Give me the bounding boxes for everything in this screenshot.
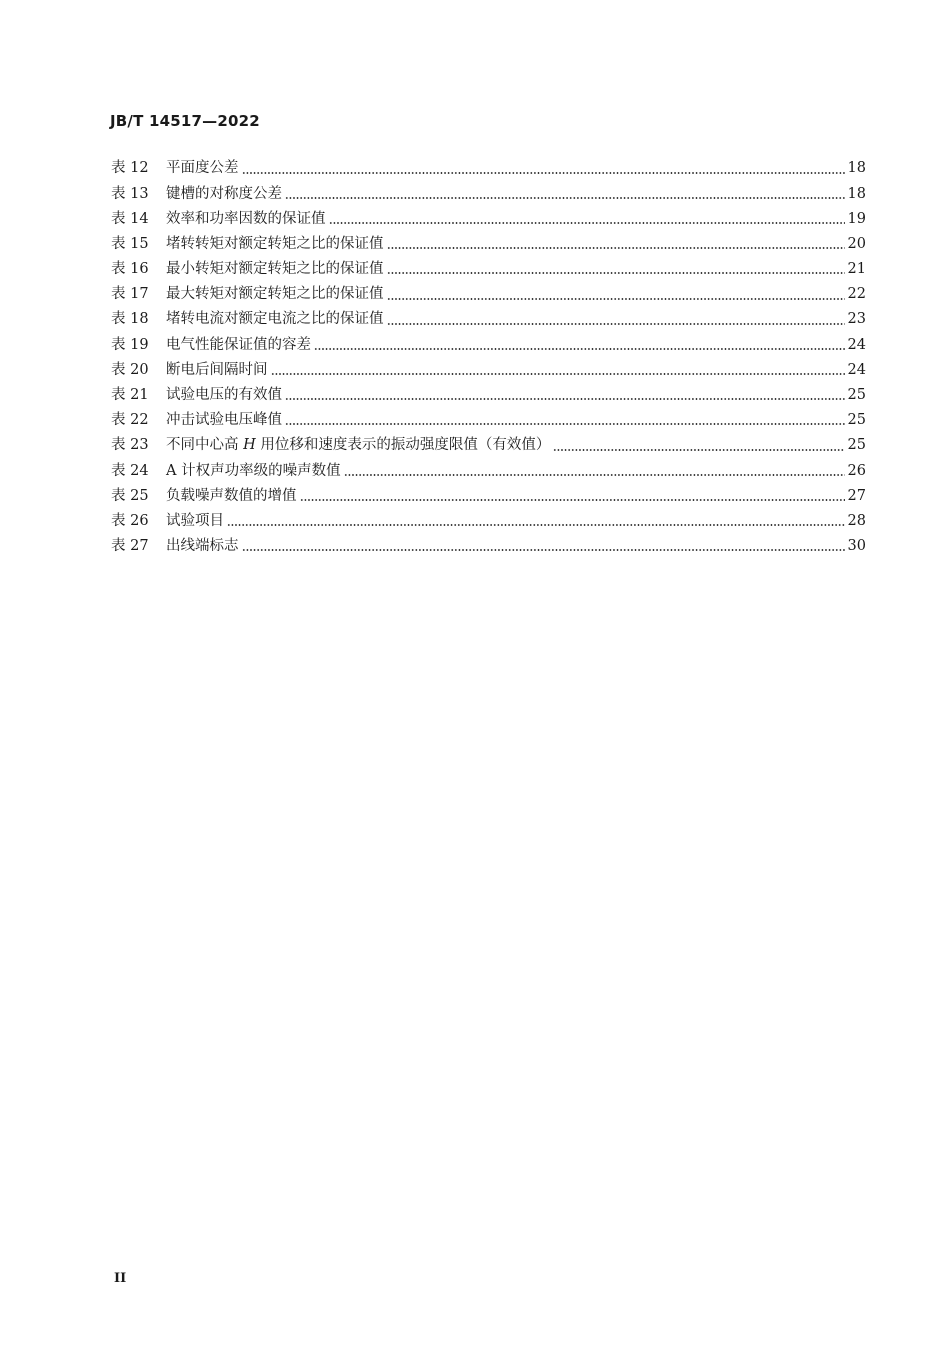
toc-entry-number: 表 21 bbox=[111, 387, 149, 404]
toc-entry-page: 18 bbox=[847, 185, 866, 202]
toc-entry-page: 19 bbox=[847, 210, 866, 227]
toc-leader-dots bbox=[344, 473, 845, 477]
toc-entry-number: 表 27 bbox=[111, 538, 149, 555]
table-of-contents bbox=[111, 156, 866, 559]
toc-leader-dots bbox=[553, 448, 844, 452]
toc-entry-page: 24 bbox=[847, 336, 866, 353]
toc-entry-title: 平面度公差 bbox=[166, 160, 239, 177]
toc-entry-number: 表 19 bbox=[111, 336, 149, 353]
toc-leader-dots bbox=[285, 196, 845, 200]
toc-leader-dots bbox=[387, 246, 845, 250]
document-code-header: JB/T 14517—2022 bbox=[110, 112, 260, 130]
toc-entry[interactable] bbox=[111, 483, 866, 508]
toc-entry-title-part: 用位移和速度表示的振动强度限值（有效值） bbox=[255, 437, 551, 454]
toc-entry-title: 堵转电流对额定电流之比的保证值 bbox=[166, 311, 384, 328]
toc-entry-number: 表 20 bbox=[111, 361, 149, 378]
toc-entry-title-symbol: H bbox=[243, 437, 256, 454]
toc-entry-number: 表 12 bbox=[111, 160, 149, 177]
toc-entry-number: 表 22 bbox=[111, 412, 149, 429]
toc-entry-page: 18 bbox=[847, 160, 866, 177]
toc-entry-title: 最大转矩对额定转矩之比的保证值 bbox=[166, 286, 384, 303]
toc-entry[interactable] bbox=[111, 358, 866, 383]
toc-leader-dots bbox=[285, 422, 845, 426]
toc-entry[interactable] bbox=[111, 509, 866, 534]
toc-entry-title: 最小转矩对额定转矩之比的保证值 bbox=[166, 261, 384, 278]
toc-entry[interactable] bbox=[111, 181, 866, 206]
toc-leader-dots bbox=[242, 548, 845, 552]
toc-leader-dots bbox=[227, 523, 845, 527]
toc-entry-title: 效率和功率因数的保证值 bbox=[166, 210, 326, 227]
toc-entry-title: 断电后间隔时间 bbox=[166, 361, 268, 378]
toc-entry-number: 表 18 bbox=[111, 311, 149, 328]
toc-entry[interactable] bbox=[111, 383, 866, 408]
toc-entry-number: 表 14 bbox=[111, 210, 149, 227]
toc-leader-dots bbox=[387, 322, 845, 326]
toc-entry-title: 试验项目 bbox=[166, 512, 224, 529]
toc-entry[interactable] bbox=[111, 433, 866, 458]
toc-entry-page: 25 bbox=[847, 412, 866, 429]
toc-leader-dots bbox=[271, 372, 845, 376]
toc-entry-number: 表 23 bbox=[111, 437, 149, 454]
toc-leader-dots bbox=[242, 171, 845, 175]
toc-entry-page: 20 bbox=[847, 235, 866, 252]
toc-entry-page: 21 bbox=[847, 261, 866, 278]
toc-entry[interactable] bbox=[111, 458, 866, 483]
toc-entry-number: 表 24 bbox=[111, 462, 149, 479]
toc-entry-number: 表 13 bbox=[111, 185, 149, 202]
toc-entry-page: 30 bbox=[847, 538, 866, 555]
toc-entry-number: 表 15 bbox=[111, 235, 149, 252]
toc-entry-title: 试验电压的有效值 bbox=[166, 387, 282, 404]
toc-entry-title: 堵转转矩对额定转矩之比的保证值 bbox=[166, 235, 384, 252]
toc-entry-title bbox=[166, 438, 550, 453]
toc-entry-title: 电气性能保证值的容差 bbox=[166, 336, 311, 353]
page-number-footer: II bbox=[114, 1271, 127, 1286]
toc-entry-title: A 计权声功率级的噪声数值 bbox=[166, 462, 341, 479]
toc-entry-number: 表 16 bbox=[111, 261, 149, 278]
toc-entry-page: 26 bbox=[847, 462, 866, 479]
toc-entry-title: 键槽的对称度公差 bbox=[166, 185, 282, 202]
toc-entry-title: 冲击试验电压峰值 bbox=[166, 412, 282, 429]
toc-entry-number: 表 25 bbox=[111, 487, 149, 504]
toc-entry[interactable] bbox=[111, 232, 866, 257]
toc-entry[interactable] bbox=[111, 282, 866, 307]
toc-entry[interactable] bbox=[111, 307, 866, 332]
toc-leader-dots bbox=[329, 221, 845, 225]
toc-entry-page: 25 bbox=[847, 387, 866, 404]
toc-entry[interactable] bbox=[111, 156, 866, 181]
toc-entry-number: 表 17 bbox=[111, 286, 149, 303]
toc-entry-page: 23 bbox=[847, 311, 866, 328]
toc-leader-dots bbox=[387, 297, 845, 301]
toc-entry-page: 22 bbox=[847, 286, 866, 303]
toc-entry-page: 25 bbox=[847, 437, 866, 454]
toc-leader-dots bbox=[300, 498, 845, 502]
toc-entry[interactable] bbox=[111, 534, 866, 559]
toc-entry[interactable] bbox=[111, 206, 866, 231]
toc-entry-page: 24 bbox=[847, 361, 866, 378]
toc-entry[interactable] bbox=[111, 257, 866, 282]
toc-entry-title: 负载噪声数值的增值 bbox=[166, 487, 297, 504]
toc-leader-dots bbox=[387, 271, 845, 275]
toc-leader-dots bbox=[314, 347, 845, 351]
toc-entry[interactable] bbox=[111, 408, 866, 433]
toc-entry-title: 出线端标志 bbox=[166, 538, 239, 555]
toc-entry-page: 27 bbox=[847, 487, 866, 504]
toc-entry-page: 28 bbox=[847, 512, 866, 529]
toc-entry[interactable] bbox=[111, 332, 866, 357]
toc-leader-dots bbox=[285, 397, 845, 401]
toc-entry-number: 表 26 bbox=[111, 512, 149, 529]
toc-entry-title-part: 不同中心高 bbox=[166, 437, 244, 454]
